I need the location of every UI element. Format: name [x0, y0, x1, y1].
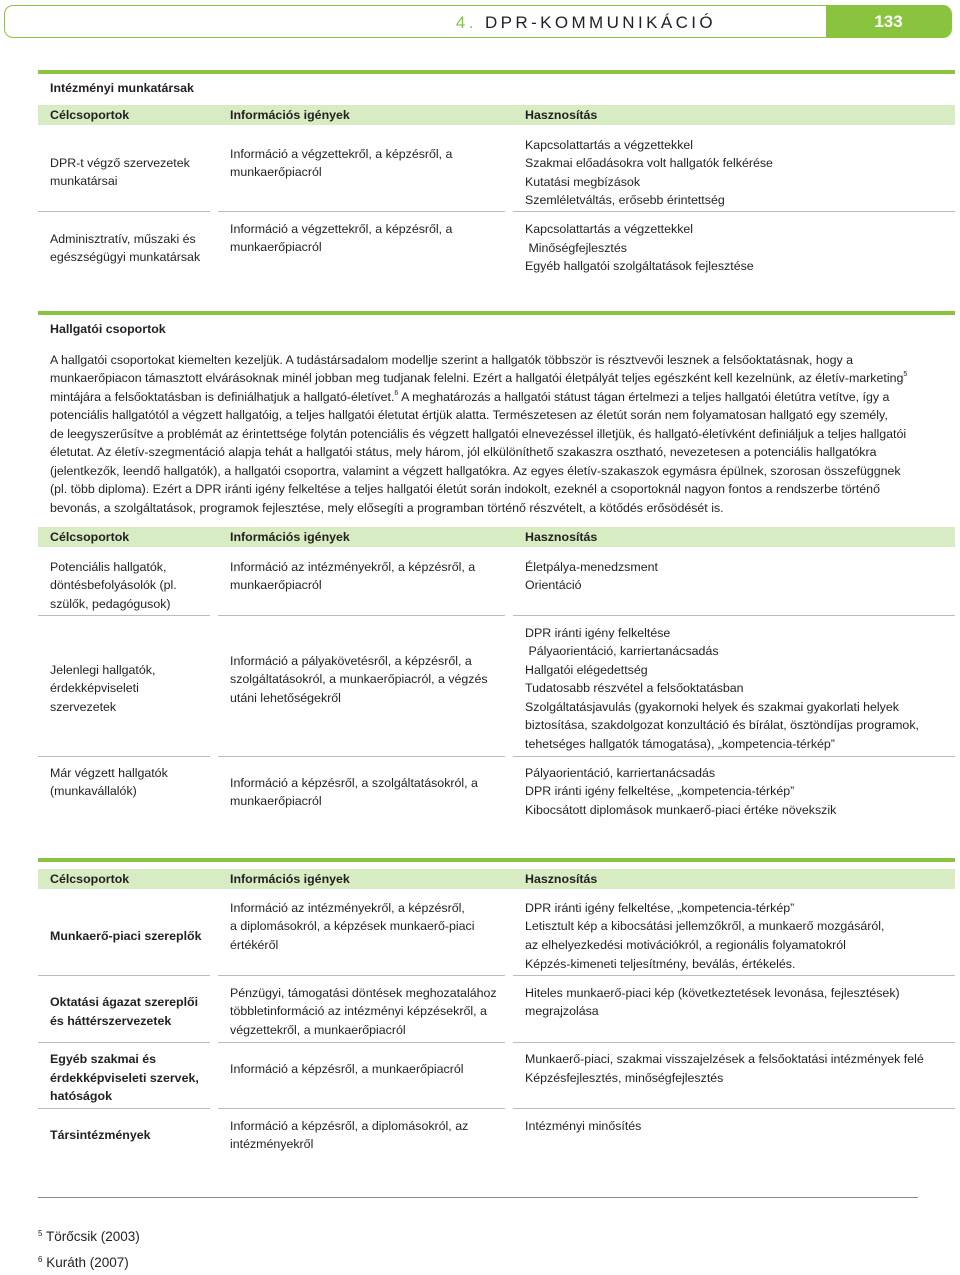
- table-cell: hatóságok: [50, 1089, 112, 1103]
- section-title: Hallgatói csoportok: [50, 322, 166, 336]
- footnote-ref: 5: [903, 371, 908, 378]
- table-cell: DPR iránti igény felkeltése: [525, 626, 671, 640]
- table-cell: DPR-t végző szervezetek: [50, 156, 190, 170]
- col-header-info: Információs igények: [230, 108, 350, 122]
- table-cell: végzettekről, a munkaerőpiacról: [230, 1023, 406, 1037]
- footnote-mark: 5: [38, 1229, 43, 1238]
- table-cell: Információ a végzettekről, a képzésről, a: [230, 222, 453, 236]
- col-header-use: Hasznosítás: [525, 108, 598, 122]
- table-cell: Minőségfejlesztés: [525, 241, 627, 255]
- table-cell: érdekképviseleti: [50, 681, 139, 695]
- row-rule: [218, 1042, 505, 1043]
- table-cell: Információ a pályakövetésről, a képzésről, a: [230, 654, 472, 668]
- table-cell: egészségügyi munkatársak: [50, 250, 201, 264]
- footnote-rule: [38, 1197, 918, 1198]
- table-cell: Kapcsolattartás a végzettekkel: [525, 138, 694, 152]
- chapter-number: 4.: [455, 13, 477, 32]
- table-cell: munkaerőpiacról: [230, 578, 322, 592]
- table-cell: Társintézmények: [50, 1128, 151, 1142]
- table-cell: szolgáltatásokról, a munkaerőpiacról, a végzés: [230, 672, 488, 686]
- table-cell: az elhelyezkedési motivációkról, a regionális folyamatokról: [525, 938, 846, 952]
- table-cell: Információ a képzésről, a diplomásokról, az: [230, 1119, 469, 1133]
- table-cell: Tudatosabb részvétel a felsőoktatásban: [525, 681, 744, 695]
- row-rule: [513, 615, 955, 616]
- table-cell: Már végzett hallgatók: [50, 766, 168, 780]
- row-rule: [38, 211, 210, 212]
- footnote: [38, 1254, 129, 1273]
- footnote: [38, 1228, 140, 1247]
- table-cell: Képzés-kimeneti teljesítmény, beválás, értékelés.: [525, 957, 796, 971]
- row-rule: [218, 975, 505, 976]
- table-cell: Hiteles munkaerő-piaci kép (következtetések levonása, fejlesztések): [525, 986, 900, 1000]
- table-cell: Pályaorientáció, karriertanácsadás: [525, 644, 719, 658]
- footnote-text: Törőcsik (2003): [45, 1229, 140, 1244]
- table-cell: szülők, pedagógusok): [50, 597, 171, 611]
- row-rule: [513, 975, 955, 976]
- table-cell: Adminisztratív, műszaki és: [50, 232, 196, 246]
- table-cell: utáni lehetőségekről: [230, 691, 341, 705]
- row-rule: [513, 756, 955, 757]
- table-cell: Információ a képzésről, a munkaerőpiacról: [230, 1062, 464, 1076]
- row-rule: [218, 756, 505, 757]
- table-cell: Egyéb szakmai és: [50, 1052, 157, 1066]
- chapter-name: DPR-KOMMUNIKÁCIÓ: [484, 13, 716, 32]
- table-cell: Információ a végzettekről, a képzésről, a: [230, 147, 453, 161]
- table-cell: Orientáció: [525, 578, 582, 592]
- table-cell: és háttérszervezetek: [50, 1014, 172, 1028]
- table-cell: Kutatási megbízások: [525, 175, 641, 189]
- row-rule: [218, 211, 505, 212]
- section-divider: [38, 70, 955, 74]
- row-rule: [38, 1108, 210, 1109]
- table-header-band: [38, 105, 955, 125]
- table-cell: Potenciális hallgatók,: [50, 560, 167, 574]
- table-cell: DPR iránti igény felkeltése, „kompetencia-térkép”: [525, 784, 795, 798]
- table-cell: Jelenlegi hallgatók,: [50, 663, 156, 677]
- table-cell: a diplomásokról, a képzések munkaerő-piaci: [230, 919, 475, 933]
- paragraph-line: (pl. több diploma). Ezért a DPR iránti igény felkeltése a teljes hallgatói életút során indokolt, ezeknél a csoportoknál nagyon fontos a rendszerbe történő: [50, 482, 880, 496]
- page-number: 133: [826, 5, 951, 38]
- table-cell: Letisztult kép a kibocsátási jellemzőkről, a munkaerő mozgásáról,: [525, 919, 885, 933]
- section-title: Intézményi munkatársak: [50, 81, 194, 95]
- col-header-target: Célcsoportok: [50, 530, 130, 544]
- table-cell: Egyéb hallgatói szolgáltatások fejlesztése: [525, 259, 754, 273]
- paragraph-line: de leegyszerűsítve a problémát az érintettsége folytán potenciális és végzett hallgatói elnevezéssel illetjük, és hallgató-életívként definiáljuk a teljes hallgatói: [50, 427, 907, 441]
- table-cell: DPR iránti igény felkeltése, „kompetencia-térkép”: [525, 901, 795, 915]
- paragraph-line: A hallgatói csoportokat kiemelten kezeljük. A tudástársadalom modellje szerint a hallgatók többször is résztvevői lesznek a felsőoktatásnak, hogy a: [50, 353, 854, 367]
- col-header-info: Információs igények: [230, 872, 350, 886]
- row-rule: [38, 1042, 210, 1043]
- table-cell: Információ az intézményekről, a képzésről,: [230, 901, 465, 915]
- table-cell: értékéről: [230, 938, 279, 952]
- table-cell: Munkaerő-piaci, szakmai visszajelzések a felsőoktatási intézmények felé: [525, 1052, 924, 1066]
- paragraph-line: életutat. Az életív-szegmentáció alapja tehát a hallgatói státus, mely három, jól elkülöníthető szakaszra osztható, nevezetesen a potenciális hallgatókra: [50, 445, 877, 459]
- table-cell: Információ az intézményekről, a képzésről, a: [230, 560, 476, 574]
- table-cell: Intézményi minősítés: [525, 1119, 642, 1133]
- paragraph-line: [50, 369, 930, 388]
- paragraph-line: bevonás, a szolgáltatások, programok fejlesztése, mely elősegíti a programban történő részvételt, a kötődés erősödését is.: [50, 501, 724, 515]
- section-divider: [38, 311, 955, 315]
- row-rule: [38, 756, 210, 757]
- table-cell: tehetséges hallgatók támogatása), „kompetencia-térkép”: [525, 737, 835, 751]
- row-rule: [38, 975, 210, 976]
- col-header-target: Célcsoportok: [50, 108, 130, 122]
- col-header-use: Hasznosítás: [525, 530, 598, 544]
- table-cell: Információ a képzésről, a szolgáltatásokról, a: [230, 776, 478, 790]
- page-header: [4, 5, 952, 38]
- footnote-mark: 6: [38, 1255, 43, 1264]
- table-cell: érdekképviseleti szervek,: [50, 1071, 199, 1085]
- table-cell: Munkaerő-piaci szereplők: [50, 929, 202, 943]
- table-cell: Hallgatói elégedettség: [525, 663, 648, 677]
- footnote-ref: 6: [394, 390, 399, 397]
- row-rule: [218, 1108, 505, 1109]
- table-cell: Kapcsolattartás a végzettekkel: [525, 222, 694, 236]
- paragraph-line: [50, 388, 930, 407]
- paragraph-line: potenciális hallgatótól a végzett hallgatóig, a teljes hallgatói életutat értjük alatta. Természetesen az életút során nem folyamatosan hallgató egy személy,: [50, 408, 888, 422]
- row-rule: [513, 211, 955, 212]
- table-cell: Oktatási ágazat szereplői: [50, 995, 199, 1009]
- table-cell: intézményekről: [230, 1137, 314, 1151]
- table-cell: Kibocsátott diplomások munkaerő-piaci értéke növekszik: [525, 803, 837, 817]
- paragraph-text: A meghatározás a hallgatói státust tágan értelmezi a teljes hallgatói életútra vetítve, így a: [398, 390, 890, 404]
- table-cell: (munkavállalók): [50, 784, 137, 798]
- table-cell: Pénzügyi, támogatási döntések meghozatalához: [230, 986, 497, 1000]
- section-divider: [38, 858, 955, 862]
- table-cell: Szolgáltatásjavulás (gyakornoki helyek és szakmai gyakorlati helyek: [525, 700, 899, 714]
- table-cell: Szemléletváltás, erősebb érintettség: [525, 193, 725, 207]
- paragraph-line: (jelentkezők, leendő hallgatók), a hallgatói csoportra, valamint a végzett hallgatókra. Az egyes életív-szakaszok egymásra épülnek, szorosan összefüggnek: [50, 464, 901, 478]
- col-header-target: Célcsoportok: [50, 872, 130, 886]
- row-rule: [513, 1042, 955, 1043]
- table-cell: Szakmai előadásokra volt hallgatók felkérése: [525, 156, 773, 170]
- table-cell: Pályaorientáció, karriertanácsadás: [525, 766, 716, 780]
- row-rule: [513, 1108, 955, 1109]
- table-header-band: [38, 527, 955, 547]
- table-cell: döntésbefolyásolók (pl.: [50, 578, 177, 592]
- col-header-info: Információs igények: [230, 530, 350, 544]
- table-cell: szervezetek: [50, 700, 117, 714]
- col-header-use: Hasznosítás: [525, 872, 598, 886]
- table-cell: többletinformáció az intézményi képzésekről, a: [230, 1004, 487, 1018]
- table-cell: megrajzolása: [525, 1004, 599, 1018]
- paragraph-text: munkaerőpiacon támasztott elvárásoknak minél jobban meg tudjanak felelni. Ezért a hallgatói életpályát teljes egészként kell kezelnünk, az életív-marketing: [50, 371, 904, 385]
- table-cell: munkatársai: [50, 174, 118, 188]
- table-cell: Képzésfejlesztés, minőségfejlesztés: [525, 1071, 724, 1085]
- table-cell: munkaerőpiacról: [230, 165, 322, 179]
- chapter-title: [456, 13, 716, 33]
- paragraph-text: mintájára a felsőoktatásban is definiálhatjuk a hallgató-életívet.: [50, 390, 395, 404]
- footnote-text: Kuráth (2007): [46, 1255, 129, 1270]
- table-header-band: [38, 869, 955, 889]
- table-cell: munkaerőpiacról: [230, 240, 322, 254]
- table-cell: Életpálya-menedzsment: [525, 560, 658, 574]
- table-cell: munkaerőpiacról: [230, 794, 322, 808]
- row-rule: [218, 615, 505, 616]
- row-rule: [38, 615, 210, 616]
- table-cell: biztosítása, szakdolgozat konzultáció és bírálat, ösztöndíjas programok,: [525, 718, 919, 732]
